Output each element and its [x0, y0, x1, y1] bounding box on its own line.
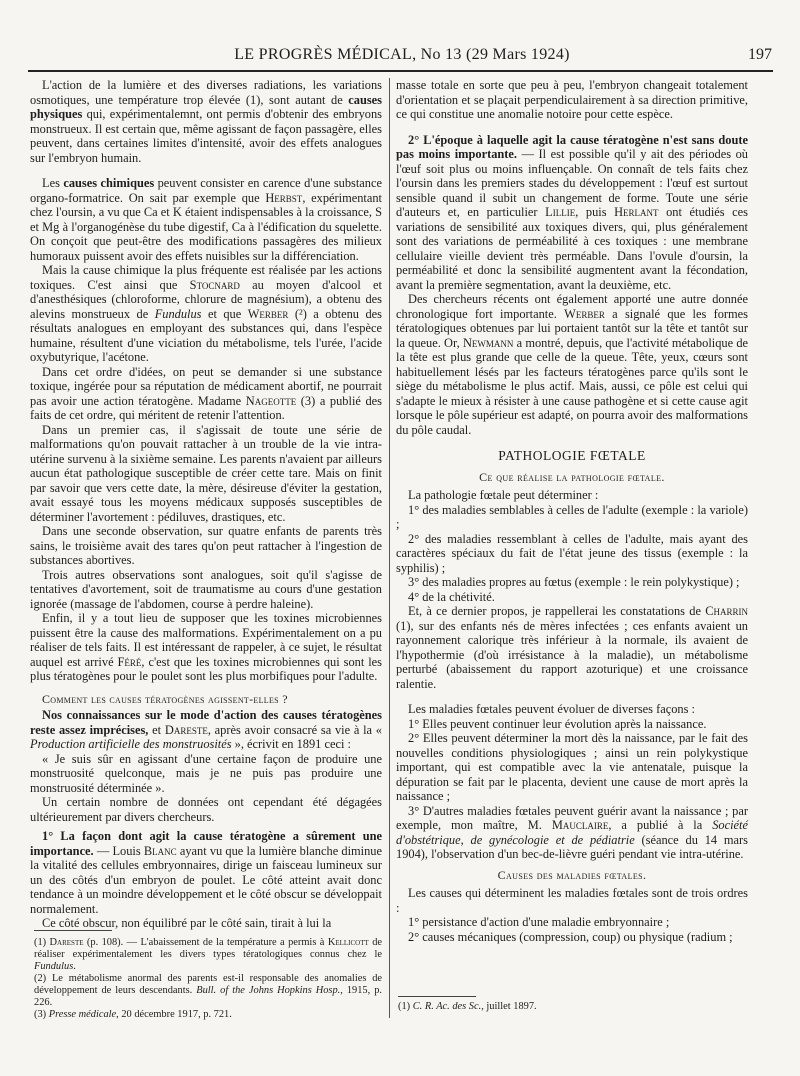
running-header	[28, 40, 776, 70]
footnote-rule	[34, 930, 112, 931]
list-item: 4° de la chétivité.	[408, 589, 495, 604]
right-footnotes	[398, 1001, 738, 1013]
paragraph: Dans un premier cas, il s'agissait de toute une série de malformations qu'on pouvait rattacher à un trouble de la vie intra-utérine survenu à la sixième semaine. Les parents n'avaient par ailleurs aucun état pathologique susceptible de créer cette tare. Mais on finit par savoir que vers cette date, la mère, désireuse d'éviter la gestation, avait essayé tous les moyens médicaux supposés susceptibles de déterminer l'avortement : pédiluves, drastiques, etc.	[30, 422, 382, 524]
list-item: 1° persistance d'action d'une maladie embryonnaire ;	[408, 915, 670, 929]
paragraph: Ce côté obscur, non équilibré par le côté sain, tirait à lui la	[42, 916, 332, 930]
paragraph: Trois autres observations sont analogues, soit qu'il s'agisse de tentatives d'avortement, soit de traumatisme au cours d'une gestation ignorée (massage de l'abdomen, course à perdre haleine).	[30, 567, 382, 611]
footnote-rule	[398, 996, 476, 997]
paragraph: Et, à ce dernier propos, je rappellerai les constatations de Charrin (1), sur des enfants nés de mères infectées ; ces enfants avaient un rayonnement calorique très inférieur à la normale, ils avaient de l'hypothermie (d'où irrésistance à la maladie), un métabolisme perturbé (abaissement du rapport azoturique) et une croissance ralentie.	[396, 604, 748, 691]
column-divider	[389, 78, 390, 1018]
footnote: (3) Presse médicale, 20 décembre 1917, p. 721.	[34, 1009, 232, 1020]
page-number: 197	[748, 46, 772, 63]
left-footnotes	[34, 937, 382, 1021]
paragraph: masse totale en sorte que peu à peu, l'embryon changeait totalement d'orientation et se plaçait perpendiculairement à sa direction primitive, ce qui constitue une anomalie notoire pour cette espèce.	[396, 78, 748, 121]
journal-title: LE PROGRÈS MÉDICAL, No 13 (29 Mars 1924)	[234, 46, 570, 63]
subsection-title: Ce que réalise la pathologie fœtale.	[479, 469, 665, 484]
list-item: 2° causes mécaniques (compression, coup) ou physique (radium ;	[408, 929, 733, 944]
paragraph: Enfin, il y a tout lieu de supposer que les toxines microbiennes puissent être la cause des malformations. Expérimentalement on a pu réaliser de tels faits. Il est intéressant de rappeler, à ce sujet, le résultat auquel est arrivé Féré, c'est que les toxines microbiennes qui sont les plus tératogènes pour le poulet sont les plus morbifiques pour l'adulte.	[30, 611, 382, 683]
right-column	[396, 78, 748, 944]
paragraph: Les causes qui déterminent les maladies fœtales sont de trois ordres :	[396, 886, 748, 915]
paragraph: Mais la cause chimique la plus fréquente est réalisée par les actions toxiques. C'est ainsi que Stocnard au moyen d'alcool et d'anesthésiques (chloroforme, chlorure de magnésium), a obtenu des alevins monstrueux de Fundulus et que Werber (²) a obtenu des résultats analogues en employant des substances qui, dans l'espèce humaine, résultent d'une viciation du métabolisme, tels l'urée, l'acide oxybutyrique, l'acétone.	[30, 263, 382, 364]
paragraph: Un certain nombre de données ont cependant été dégagées ultérieurement par divers chercheurs.	[30, 795, 382, 824]
subsection-title: Comment les causes tératogènes agissent-elles ?	[42, 691, 288, 706]
paragraph: Dans une seconde observation, sur quatre enfants de parents très sains, le troisième avait des tares qu'on peut rattacher à l'ingestion de substances abortives.	[30, 524, 382, 567]
paragraph: Dans cet ordre d'idées, on peut se demander si une substance toxique, ingérée pour sa réputation de médicament abortif, ne pourrait pas avoir une action tératogène. Madame Nageotte (3) a publié des faits de cet ordre, qui méritent de retenir l'attention.	[30, 364, 382, 422]
paragraph: 1° La façon dont agit la cause tératogène a sûrement une importance. — Louis Blanc ayant vu que la lumière blanche diminue la vitalité des cellules embryonnaires, dirige un faisceau lumineux sur un des côtés d'un embryon de poulet. Le côté atteint avait donc tendance à un moindre développement et le côté obscur se développait normalement.	[30, 829, 382, 916]
left-column	[30, 78, 382, 931]
paragraph: L'action de la lumière et des diverses radiations, les variations osmotiques, une température trop élevée (1), sont autant de causes physiques qui, expérimentalemnt, ont permis d'obtenir des embryons monstrueux. Il est certain que, même agissant de façon passagère, elles peuvent, dans certaines limites d'intensité, avoir des effets analogues sur l'embryon humain.	[30, 78, 382, 165]
list-item: 1° Elles peuvent continuer leur évolution après la naissance.	[408, 716, 707, 731]
paragraph: La pathologie fœtale peut déterminer :	[408, 488, 599, 502]
subsection-title: Causes des maladies fœtales.	[497, 867, 647, 882]
list-item: 2° des maladies ressemblant à celles de l'adulte, mais ayant des caractères spéciaux du fait de l'état jeune des tissus (exemple : la syphilis) ;	[396, 531, 748, 575]
quotation: « Je suis sûr en agissant d'une certaine façon de produire une monstruosité quelconque, mais je ne puis pas produire une monstruosité déterminée ».	[30, 751, 382, 795]
list-item: 1° des maladies semblables à celles de l'adulte (exemple : la variole) ;	[396, 502, 748, 531]
paragraph: Nos connaissances sur le mode d'action des causes tératogènes reste assez imprécises, et Dareste, après avoir consacré sa vie à la « Production artificielle des monstruosités », écrivit en 1891 ceci :	[30, 708, 382, 751]
footnote: (1) Dareste (p. 108). — L'abaissement de la température a permis à Kellicott de réaliser expérimentalement les divers types tératologiques connus chez le Fundulus.	[34, 937, 383, 972]
section-title: PATHOLOGIE FŒTALE	[498, 448, 646, 463]
paragraph: 3° D'autres maladies fœtales peuvent guérir avant la naissance ; par exemple, mon maître, M. Mauclaire, a publié à la Société d'obstétrique, de gynécologie et de pédiatrie (séance du 14 mars 1904), l'observation d'un bec-de-lièvre guéri pendant vie intra-utérine.	[396, 803, 748, 861]
paragraph: 2° L'époque à laquelle agit la cause tératogène n'est sans doute pas moins importante. — Il est possible qu'il y ait des périodes où l'œuf soit plus ou moins influençable. On connaît de tels faits chez l'oursin dans les premiers stades du développement : l'œuf est surtout sensible quand il subit un changement de forme. Toute une série d'auteurs et, en particulier Lillie, puis Herlant ont étudiés ces variations de sensibilité aux toxiques divers, qui, plus généralement sont des variations de perméabilité à ces toxiques : une membrane cellulaire vieille devient très perméable. Dans l'ovule d'oursin, la perméabilité et donc la sensibilité augmentent avant la fécondation, avant la première segmentation, avant la deuxième, etc.	[396, 132, 749, 292]
paragraph: Les maladies fœtales peuvent évoluer de diverses façons :	[408, 702, 695, 716]
list-item: 3° des maladies propres au fœtus (exemple : le rein polykystique) ;	[408, 575, 740, 589]
header-rule	[28, 70, 773, 72]
list-item: 2° Elles peuvent déterminer la mort dès la naissance, par le fait des nouvelles conditions physiologiques ; ainsi un rein polykystique important, qui est compatible avec la vie antenatale, puisque la dépuration se fait par le placenta, devient une cause de mort après la naissance ;	[396, 731, 748, 803]
footnote: (2) Le métabolisme anormal des parents est-il responsable des anomalies de développement de leurs descendants. Bull. of the Johns Hopkins Hosp., 1915, p. 226.	[34, 973, 383, 1008]
footnote: (1) C. R. Ac. des Sc., juillet 1897.	[398, 1001, 537, 1012]
paragraph: Les causes chimiques peuvent consister en carence d'une substance organo-formatrice. On sait par exemple que Herbst, expérimentant chez l'oursin, a vu que Ca et K étaient indispensables à la croissance, S et Mg à l'organogénèse du tube digestif, Ca à l'édification du squelette. On conçoit que peut-être des modifications passagères des milieux humoraux puissent avoir des effets nuisibles sur la différenciation.	[30, 176, 383, 263]
paragraph: Des chercheurs récents ont également apporté une autre donnée chronologique fort importante. Werber a signalé que les formes tératologiques obtenues par lui portaient tantôt sur la tête et tantôt sur la queue. Or, Newmann a montré, depuis, que l'activité métabolique de la tête est plus grande que celle de la queue. Tête, yeux, cœurs sont habituellement lésés par les facteurs tératogènes parce qu'ils sont le siège du métabolisme le plus actif. Mais, aussi, ce pôle est celui qui s'adapte le mieux à résister à une cause pathogène et si cette cause agit lorsque le pôle supérieur est adapté, on pourra avoir des malformations du pôle caudal.	[396, 292, 749, 437]
